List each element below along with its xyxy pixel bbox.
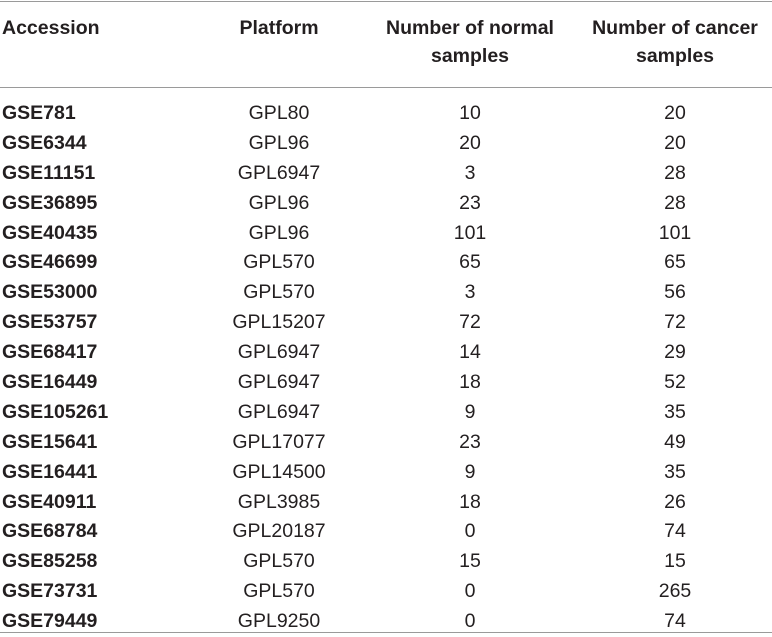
normal-samples-cell: 3 [464,161,476,184]
platform-cell: GPL6947 [237,400,321,423]
accession-cell: GSE16441 [2,460,98,483]
platform-cell: GPL570 [243,550,315,573]
accession-cell: GSE53757 [2,311,98,334]
accession-cell: GSE68784 [2,520,98,543]
accession-cell: GSE85258 [2,550,98,573]
cancer-samples-cell: 101 [658,221,692,244]
accession-cell: GSE105261 [2,400,109,423]
header-cancer-samples [578,14,772,70]
normal-samples-cell: 101 [453,221,487,244]
normal-samples-cell: 10 [459,102,481,124]
accession-cell: GSE16449 [2,371,98,394]
table-row [0,278,772,308]
accession-cell: GSE53000 [2,281,98,304]
table-row [0,159,772,189]
table-row [0,338,772,368]
accession-cell: GSE36895 [2,191,98,214]
cancer-samples-cell: 28 [664,191,686,214]
cancer-samples-cell: 20 [664,102,686,124]
platform-cell: GPL6947 [237,341,321,364]
table-body [0,99,772,637]
platform-cell: GPL20187 [232,520,326,543]
normal-samples-cell: 9 [464,400,476,423]
platform-cell: GPL570 [243,281,315,304]
normal-samples-cell: 18 [459,371,481,394]
platform-cell: GPL6947 [237,371,321,394]
accession-cell: GSE40911 [2,490,97,513]
header-accession-label: Accession [2,17,100,39]
platform-cell: GPL96 [248,131,310,154]
normal-samples-cell: 65 [459,251,481,274]
table-row [0,368,772,398]
accession-cell: GSE781 [2,102,76,124]
table-row [0,219,772,249]
accession-cell: GSE11151 [2,161,96,184]
table-row [0,517,772,547]
accession-cell: GSE40435 [2,221,98,244]
header-platform-label: Platform [239,17,319,39]
cancer-samples-cell: 35 [664,400,686,423]
platform-cell: GPL80 [248,102,310,124]
accession-cell: GSE46699 [2,251,98,274]
table-row [0,189,772,219]
table-row [0,129,772,159]
table-row [0,458,772,488]
table-row [0,577,772,607]
table-row [0,248,772,278]
table-row [0,398,772,428]
accession-cell: GSE73731 [2,580,98,603]
platform-cell: GPL96 [248,191,310,214]
accession-cell: GSE15641 [2,430,98,453]
cancer-samples-cell: 56 [664,281,686,304]
platform-cell: GPL570 [243,580,315,603]
normal-samples-cell: 0 [464,610,476,633]
cancer-samples-cell: 65 [664,251,686,274]
normal-samples-cell: 23 [459,191,481,214]
table-header [0,14,772,74]
normal-samples-cell: 9 [464,460,476,483]
cancer-samples-cell: 29 [664,341,686,364]
normal-samples-cell: 23 [459,430,481,453]
normal-samples-cell: 3 [464,281,476,304]
normal-samples-cell: 0 [464,580,476,603]
platform-cell: GPL15207 [232,311,326,334]
cancer-samples-cell: 74 [664,520,686,543]
accession-cell: GSE68417 [2,341,98,364]
header-cancer-line2: samples [635,45,715,67]
cancer-samples-cell: 28 [664,161,686,184]
accession-cell: GSE6344 [2,131,87,154]
normal-samples-cell: 72 [459,311,481,334]
table-row [0,308,772,338]
table-row [0,99,772,129]
header-platform [196,14,362,42]
table-row [0,428,772,458]
cancer-samples-cell: 265 [658,580,692,603]
platform-cell: GPL96 [248,221,310,244]
table-top-rule [0,1,772,2]
normal-samples-cell: 0 [464,520,476,543]
header-cancer-line1: Number of cancer [592,17,758,39]
cancer-samples-cell: 72 [664,311,686,334]
platform-cell: GPL570 [243,251,315,274]
header-normal-line1: Number of normal [386,17,554,39]
header-accession [2,14,162,42]
header-normal-samples [370,14,570,70]
platform-cell: GPL9250 [237,610,321,633]
platform-cell: GPL17077 [232,430,326,453]
normal-samples-cell: 15 [459,550,481,573]
cancer-samples-cell: 52 [664,371,686,394]
cancer-samples-cell: 26 [664,490,686,513]
cancer-samples-cell: 74 [664,610,686,633]
platform-cell: GPL3985 [237,490,321,513]
header-normal-line2: samples [430,45,510,67]
cancer-samples-cell: 15 [664,550,686,573]
cancer-samples-cell: 35 [664,460,686,483]
platform-cell: GPL14500 [232,460,326,483]
table-row [0,488,772,518]
normal-samples-cell: 20 [459,131,481,154]
table-header-rule [0,87,772,88]
platform-cell: GPL6947 [237,161,321,184]
cancer-samples-cell: 20 [664,131,686,154]
cancer-samples-cell: 49 [664,430,686,453]
table-row [0,547,772,577]
normal-samples-cell: 18 [459,490,481,513]
normal-samples-cell: 14 [459,341,481,364]
accession-cell: GSE79449 [2,610,98,633]
